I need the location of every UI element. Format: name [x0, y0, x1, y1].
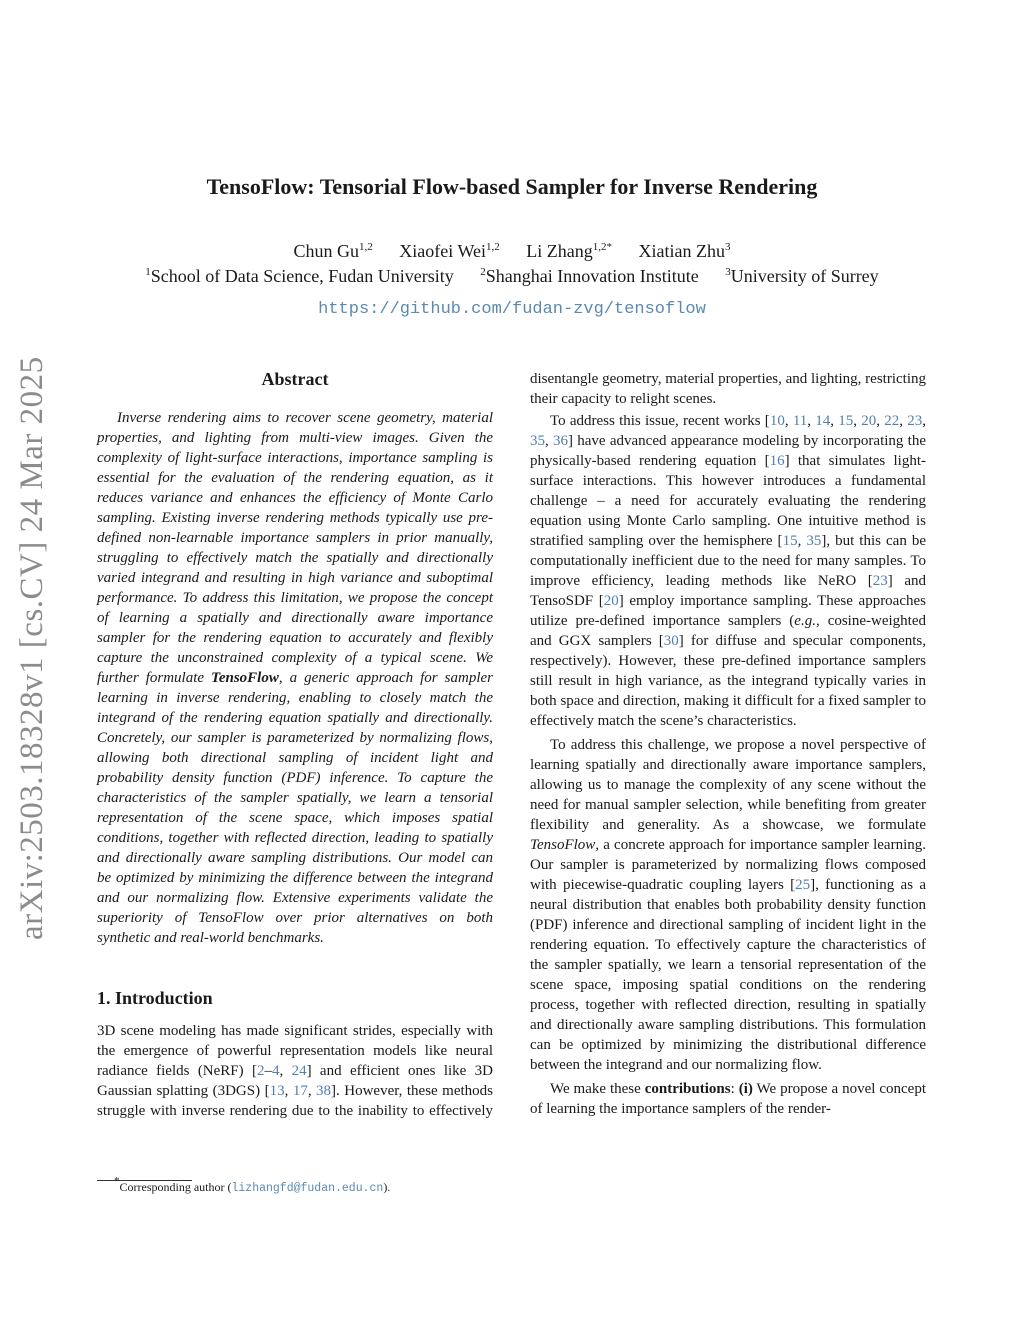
citation-link[interactable]: 14: [815, 413, 831, 429]
author: Xiatian Zhu$^3$: [638, 241, 731, 261]
intro-paragraph-1-text: disentangle geometry, material properties, and lighting, restricting their capacity to relight scenes.: [530, 371, 926, 407]
intro-paragraph-2: To address this issue, recent works [10, 11, 14, 15, 20, 22, 23, 35, 36] have advanced appearance modeling by incorporating the physically-based rendering equation [16] that simulates light-surface interactions. This however introduces a fundamental challenge – a need for accurately evaluating the rendering equation using Monte Carlo sampling. One intuitive method is stratified sampling over the hemisphere [15, 35], but this can be computationally inefficient due to the need for many samples. To improve efficiency, leading methods like NeRO [23] and TensoSDF [20] employ importance sampling. These approaches utilize pre-defined importance samplers (e.g., cosine-weighted and GGX samplers [30] for diffuse and specular components, respectively). However, these pre-defined importance samplers still result in high variance, as the integrand typically varies in both space and direction, making it difficult for a fixed sampler to effectively match the scene’s characteristics.: [530, 413, 927, 729]
project-link[interactable]: https://github.com/fudan-zvg/tensoflow: [318, 300, 706, 319]
abstract-heading: Abstract: [261, 369, 329, 389]
affiliation: $^3$University of Surrey: [725, 266, 879, 286]
citation-link[interactable]: 38: [316, 1083, 332, 1099]
intro-paragraph-3: To address this challenge, we propose a novel perspective of learning spatially and directionally aware importance samplers, allowing us to manage the complexity of any scene without the need for manual sampler selection, while benefiting from greater flexibility and generality. As a showcase, we formulate TensoFlow, a concrete approach for importance sampler learning. Our sampler is parameterized by normalizing flows composed with piecewise-quadratic coupling layers [25], functioning as a neural distribution that enables both probability density function (PDF) inference and directional sampling of incident light in the rendering equation. To effectively capture the characteristics of the sampler spatially, we learn a tensorial representation of the scene space, imposing spatial conditions on the rendering process, together with reflected direction, resulting in spatially and directionally aware sampling distributions. This formulation can be optimized by minimizing the distributional difference between the integrand and our normalizing flow.: [530, 737, 927, 1073]
citation-link[interactable]: 10: [769, 413, 785, 429]
author: Xiaofei Wei$^{1,2}$: [399, 241, 500, 261]
author-list: [60, 238, 964, 264]
arxiv-stamp: arXiv:2503.18328v1 [cs.CV] 24 Mar 2025: [14, 356, 50, 940]
affiliation: $^2$Shanghai Innovation Institute: [480, 266, 699, 286]
citation-link[interactable]: 11: [792, 413, 808, 429]
right-column: [530, 369, 926, 1119]
citation-link[interactable]: 4: [271, 1063, 280, 1079]
citation-link[interactable]: 30: [663, 633, 679, 649]
affiliation-list: [40, 263, 984, 289]
section-heading-introduction: 1. Introduction: [97, 988, 213, 1008]
author: Chun Gu$^{1,2}$: [293, 241, 373, 261]
citation-link[interactable]: 36: [553, 433, 569, 449]
citation-link[interactable]: 15: [838, 413, 854, 429]
abstract-text: Inverse rendering aims to recover scene geometry, material properties, and lighting from multi-view images. Given the complexity of light-surface interactions, importance sampling is essential for the evaluation of the rendering equation, as it reduces variance and enhances the efficiency of Monte Carlo sampling. Existing inverse rendering methods typically use pre-defined non-learnable importance samplers in prior manually, struggling to effectively match the spatially and directionally varied integrand and resulting in high variance and suboptimal performance. To address this limitation, we propose the concept of learning a spatially and directionally aware importance sampler for the rendering equation to accurately and flexibly capture the unconstrained complexity of a typical scene. We further formulate TensoFlow, a generic approach for sampler learning in inverse rendering, enabling to closely match the integrand of the rendering equation spatially and directionally. Concretely, our sampler is parameterized by normalizing flows, allowing both directional sampling of incident light and probability density function (PDF) inference. To capture the characteristics of the sampler spatially, we learn a tensorial representation of the scene space, which imposes spatial conditions, together with reflected direction, leading to spatially and directionally aware sampling distributions. Our model can be optimized by minimizing the difference between the integrand and our normalizing flow. Extensive experiments validate the superiority of TensoFlow over prior alternatives on both synthetic and real-world benchmarks.: [97, 410, 493, 946]
citation-link[interactable]: 15: [782, 533, 798, 549]
author: Li Zhang$^{1,2*}$: [526, 241, 612, 261]
intro-paragraph-1-continued: [530, 369, 926, 409]
citation-link[interactable]: 22: [884, 413, 900, 429]
citation-link[interactable]: 13: [269, 1083, 285, 1099]
citation-link[interactable]: 23: [907, 413, 923, 429]
intro-paragraph-4: We make these contributions: (i) We propose a novel concept of learning the importance samplers of the render-: [530, 1081, 927, 1117]
citation-link[interactable]: 35: [530, 433, 545, 449]
citation-link[interactable]: 2: [256, 1063, 265, 1079]
footnote: *Corresponding author (lizhangfd@fudan.edu.cn).: [114, 1175, 391, 1195]
citation-link[interactable]: 23: [872, 573, 888, 589]
intro-paragraph-1: 3D scene modeling has made significant strides, especially with the emergence of powerful representation models like neural radiance fields (NeRF) [2–4, 24] and efficient ones like 3D Gaussian splatting (3DGS) [13, 17, 38]. However, these methods struggle with inverse rendering due to the inability to effectively: [97, 1023, 493, 1119]
citation-link[interactable]: 24: [291, 1063, 307, 1079]
citation-link[interactable]: 20: [861, 413, 877, 429]
citation-link[interactable]: 20: [603, 593, 619, 609]
paper-title: TensoFlow: Tensorial Flow-based Sampler for Inverse Rendering: [206, 174, 818, 199]
citation-link[interactable]: 17: [292, 1083, 308, 1099]
affiliation: $^1$School of Data Science, Fudan University: [145, 266, 454, 286]
corresponding-email-link[interactable]: lizhangfd@fudan.edu.cn: [231, 1182, 384, 1195]
left-column: [97, 367, 493, 1121]
citation-link[interactable]: 25: [795, 877, 811, 893]
citation-link[interactable]: 35: [806, 533, 822, 549]
citation-link[interactable]: 16: [769, 453, 785, 469]
